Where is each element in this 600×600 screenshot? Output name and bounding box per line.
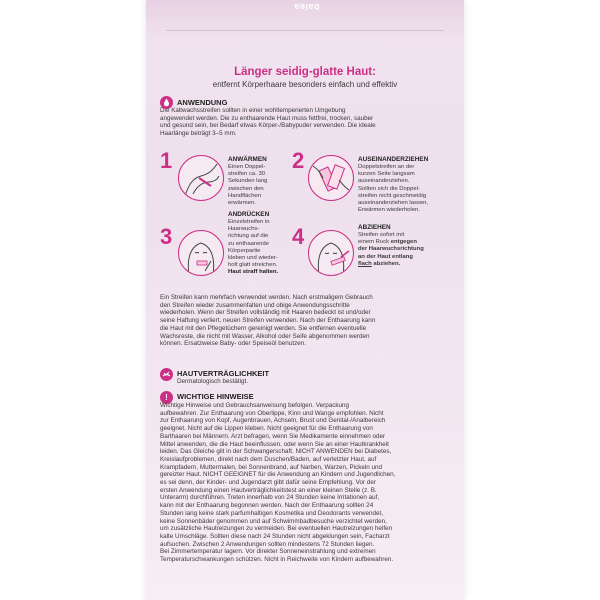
flap-fold-line bbox=[166, 30, 444, 31]
package-back bbox=[146, 0, 464, 600]
step-1-title: ANWÄRMEN bbox=[228, 156, 267, 163]
step-2-number: 2 bbox=[292, 148, 305, 173]
step-4-text: Streifen sofort mit einem Ruck entgegen der Haarwuchsrichtung an der Haut entlang flach abziehen. bbox=[358, 232, 424, 267]
hinweise-title: WICHTIGE HINWEISE bbox=[177, 392, 254, 401]
step-2-text: Doppelstreifen an der kurzen Seite langsam auseinanderziehen. Sollten sich die Doppel- streifen nicht geschmeidig auseinanderziehen lassen, Erwärmen wiederholen. bbox=[358, 164, 429, 214]
step-4-title: ABZIEHEN bbox=[358, 224, 391, 231]
face-press-icon bbox=[178, 230, 224, 276]
step-3-title: ANDRÜCKEN bbox=[228, 211, 270, 218]
anwendung-text: Die Kaltwachsstreifen sollten in einer wohltemperierten Umgebung angewendet werden. Die zu enthaarende Haut muss fettfrei, trocken, sauber und gesund sein, bei Bedarf etwas Körper-/Babypuder verwenden. Die ideale Haarlänge beträgt 3–5 mm. bbox=[160, 107, 376, 138]
brand-logo: balea bbox=[294, 2, 320, 12]
headline: Länger seidig-glatte Haut: bbox=[234, 66, 376, 78]
subheadline: entfernt Körperhaare besonders einfach und effektiv bbox=[212, 80, 398, 89]
hand-warming-icon bbox=[178, 155, 224, 201]
step-2-title: AUSEINANDERZIEHEN bbox=[358, 156, 429, 163]
skin-check-icon bbox=[160, 368, 173, 381]
anwendung-title: ANWENDUNG bbox=[177, 98, 228, 107]
face-pull-icon bbox=[308, 230, 354, 276]
hautvertraeglichkeit-text: Dermatologisch bestätigt. bbox=[177, 378, 249, 385]
step-1-text: Einen Doppel- streifen ca. 30 Sekunden lang zwischen den Handflächen erwärmen. bbox=[228, 164, 268, 207]
step-4-number: 4 bbox=[292, 224, 305, 249]
strip-pull-apart-icon bbox=[308, 155, 354, 201]
hautvertraeglichkeit-title: HAUTVERTRÄGLICHKEIT bbox=[177, 369, 270, 378]
hinweise-text: Wichtige Hinweise und Gebrauchsanweisung befolgen. Verpackung aufbewahren. Zur Enthaarung von Oberlippe, Kinn und Wange empfohlen. Nicht zur Enthaarung von Kopf, Augenbrauen, Achseln, Brust und Genital-/Analbereich geeignet. Nicht auf die Lippen kleben. Nicht geeignet für die Enthaarung von Barthaaren bei Männern. Arzt befragen, wenn Sie Medikamente einnehmen oder Mittel anwenden, die die Haut beeinflussen, oder wenn Sie an einer Hautkrankheit leiden. Das Gleiche gilt in der Schwangerschaft. NICHT ANWENDEN bei Diabetes, Kreislaufproblemen, direkt nach dem Duschen/Baden, auf verletzter Haut, auf Krampfadern, Muttermalen, bei Sonnenbrand, auf Narben, Warzen, Pickeln und gereizter Haut. NICHT GEEIGNET für die Anwendung an Kindern und Jugendlichen, es sei denn, der Kinder- und Jugendarzt gibt dafür seine Empfehlung. Vor der ersten Anwendung einen Hautverträglichkeitstest an einer kleinen Stelle (z. B. Unterarm) durchführen. Treten innerhalb von 24 Stunden keine Irritationen auf, kann mit der Enthaarung begonnen werden. Nach der Enthaarung sollten 24 Stunden lang keine stark parfumhaltigen Kosmetika und Deodorants verwendet, keine Sonnenbäder genommen und auf Schwimmbadbesuche verzichtet werden, um zusätzliche Hautreizungen zu vermeiden. Bei eventuellen Hautreizungen helfen kalte Umschläge. Sollten diese nach 24 Stunden nicht abgeklungen sein, Facharzt aufsuchen. Zwischen 2 Anwendungen sollten mindestens 72 Stunden liegen. Bei Zimmertemperatur lagern. Vor direkter Sonneneinstrahlung und extremen Temperaturschwankungen schützen. Nicht in Reichweite von Kindern aufbewahren. bbox=[160, 402, 396, 564]
step-3-number: 3 bbox=[160, 224, 173, 249]
warning-icon: ! bbox=[160, 391, 173, 404]
step-3-text: Einzelstreifen in Haarwuchs- richtung auf die zu enthaarende Körperpartie kleben und wieder- holt glatt streichen. Haut straff halten. bbox=[228, 219, 279, 276]
step-1-number: 1 bbox=[160, 148, 173, 173]
reuse-text: Ein Streifen kann mehrfach verwendet werden. Nach erstmaligem Gebrauch den Streifen wieder zusammenfalten und obige Anwendungsschritte wiederholen. Wenn der Streifen vollständig mit Haaren bedeckt ist und/oder seine Haftung verliert, neuen Streifen verwenden. Nach der Enthaarung kann die Haut mit den Pflegetüchern gereinigt werden. Sie entfernen eventuelle Wachsreste, die nicht mit Wasser, Alkohol oder Seife abgenommen werden können. Ersatzweise Baby- oder Speiseöl benutzen. bbox=[160, 294, 376, 348]
